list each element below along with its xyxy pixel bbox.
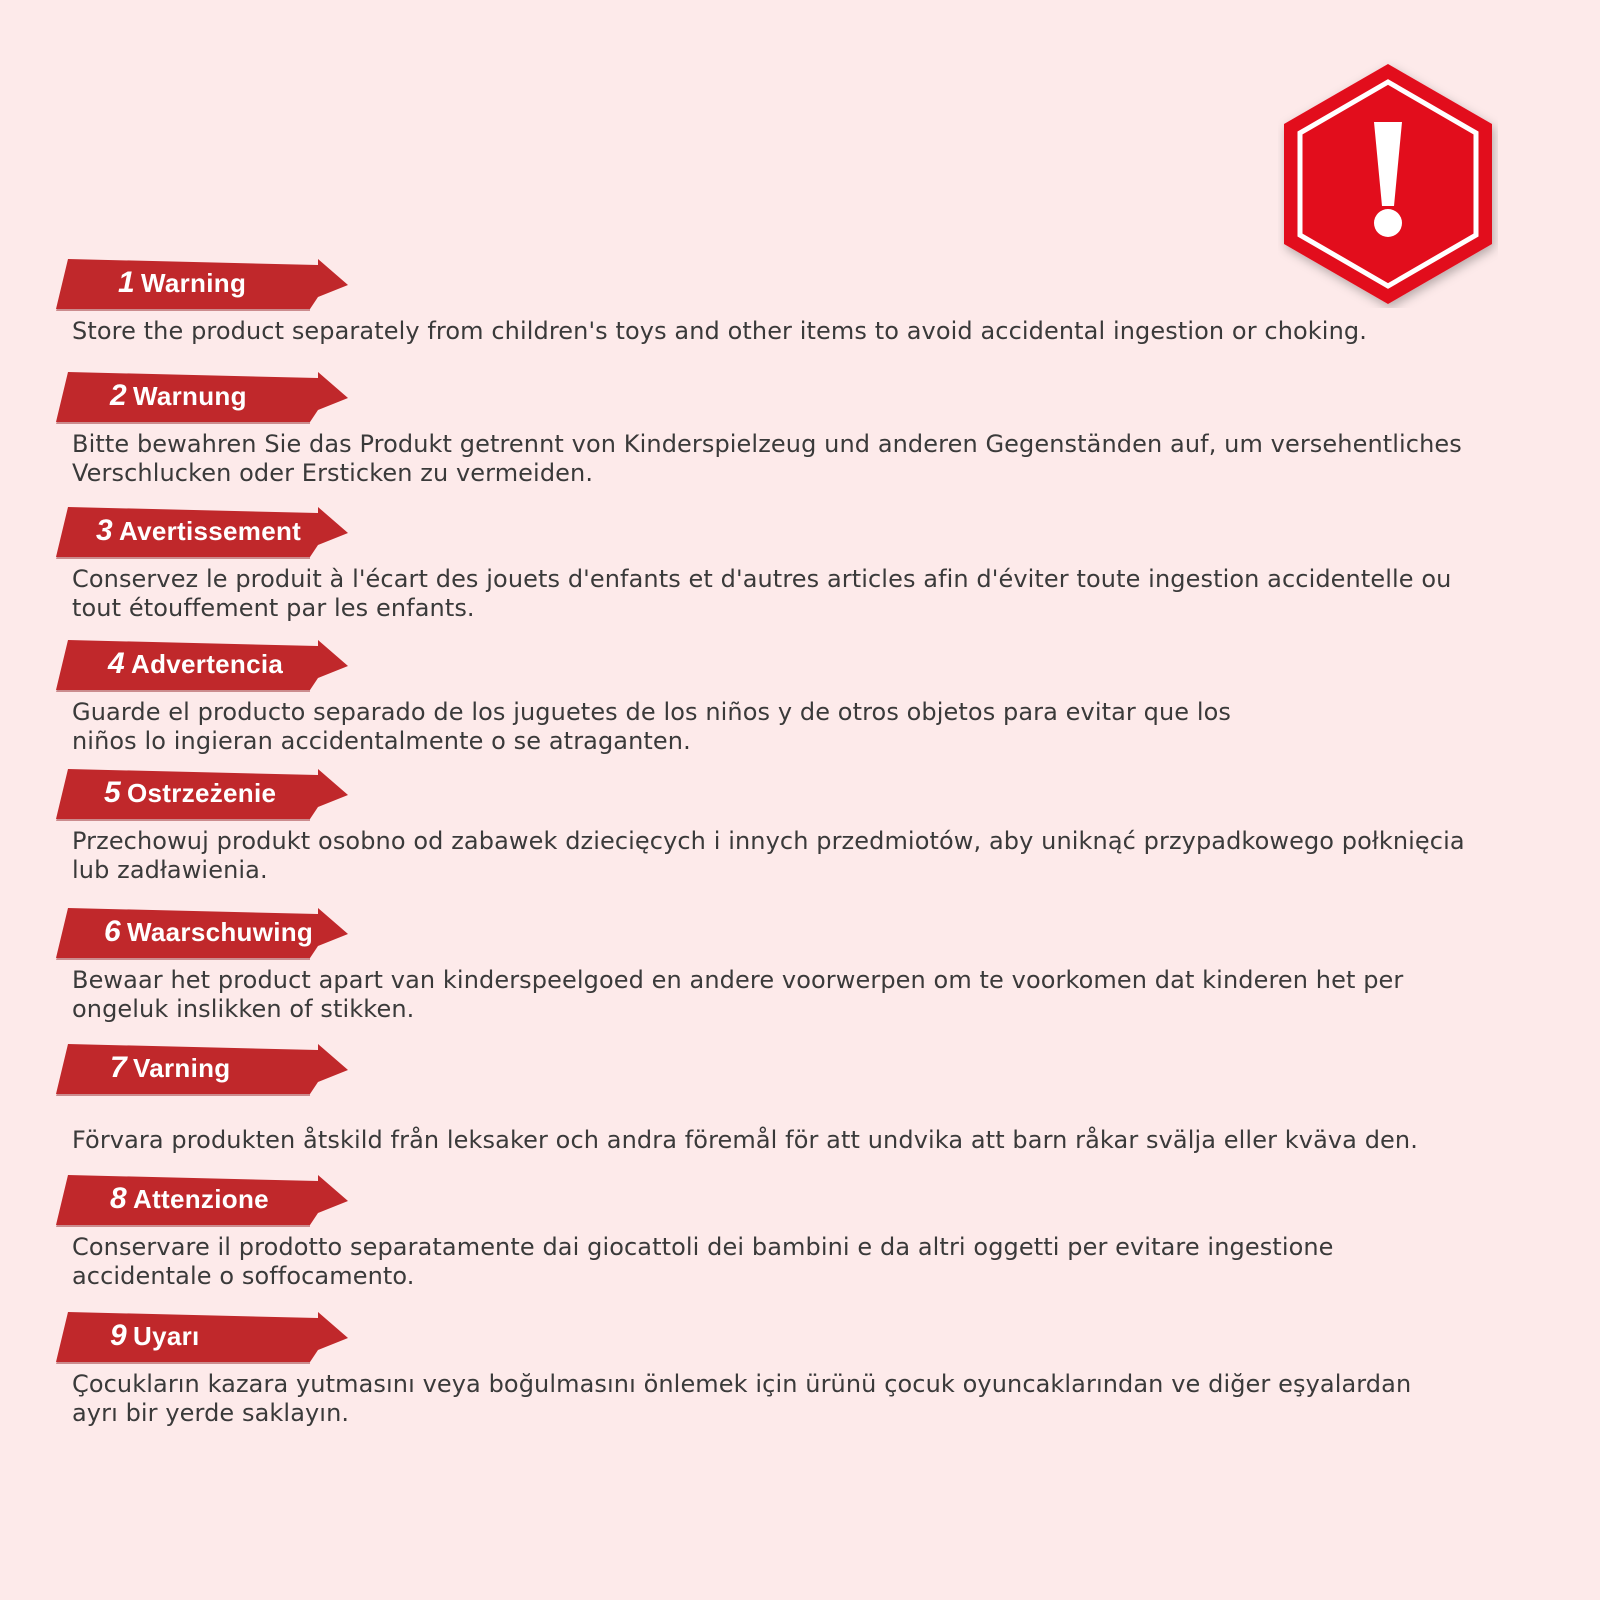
warning-text: Guarde el producto separado de los juguetes de los niños y de otros objetos para evitar que los niños lo ingieran accidentalmente o se atraganten. [72, 698, 1232, 755]
warning-title: Varning [133, 1053, 231, 1083]
warning-number: 8 [110, 1182, 127, 1215]
warning-banner [48, 370, 348, 424]
warning-text: Bitte bewahren Sie das Produkt getrennt von Kinderspielzeug und anderen Gegenständen auf, um versehentliches Verschlucken oder Ersticken zu vermeiden. [72, 430, 1462, 487]
warning-banner [48, 1310, 348, 1364]
warning-banner [48, 767, 348, 821]
warning-text: Conservare il prodotto separatamente dai giocattoli dei bambini e da altri oggetti per evitare ingestione accidentale o soffocamento. [72, 1233, 1334, 1290]
warning-title: Attenzione [133, 1184, 269, 1214]
warning-number: 5 [104, 776, 121, 809]
warning-section-9 [48, 1310, 1488, 1428]
warning-title: Waarschuwing [127, 917, 314, 947]
warning-title: Uyarı [133, 1321, 200, 1351]
warning-section-2 [48, 370, 1488, 488]
warning-section-1 [48, 257, 1488, 346]
warning-section-5 [48, 767, 1488, 885]
warning-banner [48, 1173, 348, 1227]
warning-banner [48, 257, 348, 311]
warning-banner [48, 906, 348, 960]
warning-section-3 [48, 505, 1488, 623]
warning-banner [48, 505, 348, 559]
warning-number: 6 [104, 915, 121, 948]
warning-title: Ostrzeżenie [127, 778, 277, 808]
warning-banner [48, 1042, 348, 1096]
warning-number: 1 [118, 266, 135, 299]
warning-section-7 [48, 1042, 1488, 1155]
warning-text: Store the product separately from children's toys and other items to avoid accidental ingestion or choking. [72, 317, 1367, 345]
warning-text: Förvara produkten åtskild från leksaker och andra föremål för att undvika att barn råkar svälja eller kväva den. [72, 1126, 1418, 1154]
warning-title: Warning [141, 268, 247, 298]
warning-section-4 [48, 638, 1488, 756]
warning-number: 9 [110, 1319, 127, 1352]
warning-text: Przechowuj produkt osobno od zabawek dziecięcych i innych przedmiotów, aby uniknąć przypadkowego połknięcia lub zadławienia. [72, 827, 1465, 884]
warning-text: Conservez le produit à l'écart des jouets d'enfants et d'autres articles afin d'éviter toute ingestion accidentelle ou tout étouffement par les enfants. [72, 565, 1452, 622]
warning-text: Çocukların kazara yutmasını veya boğulmasını önlemek için ürünü çocuk oyuncaklarından ve diğer eşyalardan ayrı bir yerde saklayın. [72, 1370, 1412, 1427]
warning-number: 4 [108, 647, 125, 680]
warning-title: Warnung [133, 381, 247, 411]
warning-title: Advertencia [131, 649, 284, 679]
warning-number: 2 [110, 379, 127, 412]
warning-text: Bewaar het product apart van kinderspeelgoed en andere voorwerpen om te voorkomen dat kinderen het per ongeluk inslikken of stikken. [72, 966, 1404, 1023]
warning-section-8 [48, 1173, 1488, 1291]
warning-number: 7 [110, 1051, 127, 1084]
warning-title: Avertissement [119, 516, 302, 546]
warning-banner [48, 638, 348, 692]
warning-section-6 [48, 906, 1488, 1024]
warning-number: 3 [96, 514, 113, 547]
